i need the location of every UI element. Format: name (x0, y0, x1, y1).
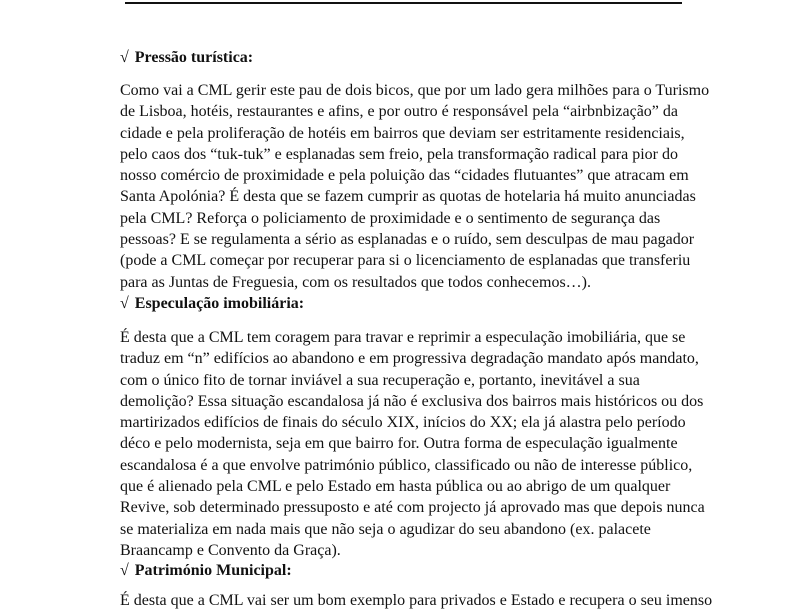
paragraph-line: traduz em “n” edifícios ao abandono e em progressiva degradação mandato após mandato, (120, 350, 699, 368)
check-icon: √ (120, 295, 129, 312)
section-paragraph-especulacao-imobiliaria (120, 327, 705, 561)
paragraph-line: se materializa em nada mais que não seja o agudizar do seu abandono (ex. palacete (120, 520, 651, 538)
section-title: Pressão turística: (134, 49, 254, 66)
paragraph-line: escandalosa é a que envolve património público, classificado ou não de interesse público, (120, 456, 693, 474)
paragraph-line: que é alienado pela CML e pelo Estado em hasta pública ou ao abrigo de um qualquer (120, 478, 671, 496)
paragraph-line: nosso comércio de proximidade e pela poluição das “cidades flutuantes” que atracam em (120, 167, 689, 185)
paragraph-line: pessoas? E se regulamenta a sério as esplanadas e o ruído, sem desculpas de mau pagador (120, 231, 695, 249)
paragraph-line: É desta que a CML vai ser um bom exemplo para privados e Estado e recupera o seu imenso (120, 592, 713, 609)
section-paragraph-pressao-turistica (120, 80, 710, 293)
paragraph-line: É desta que a CML tem coragem para travar e reprimir a especulação imobiliária, que se (120, 329, 686, 346)
paragraph-line: Revive, sob determinado pressuposto e até com projecto já aprovado mas que depois nunca (120, 499, 705, 517)
paragraph-line: pela CML? Reforça o policiamento de proximidade e o sentimento de segurança das (120, 209, 661, 227)
paragraph-line: déco e pelo modernista, seja em que bairro for. Outra forma de especulação igualmente (120, 435, 678, 453)
paragraph-line: Como vai a CML gerir este pau de dois bicos, que por um lado gera milhões para o Turismo (120, 82, 710, 99)
paragraph-line: de Lisboa, hotéis, restaurantes e afins, e por outro é responsável pela “airbnbização” da (120, 103, 678, 121)
paragraph-line: Santa Apolónia? É desta que se fazem cumprir as quotas de hotelaria há muito anunciadas (120, 188, 696, 206)
top-rule (125, 2, 682, 4)
section-heading-pressao-turistica (120, 48, 253, 68)
section-paragraph-patrimonio-municipal (120, 590, 713, 611)
paragraph-line: demolição? Essa situação escandalosa já não é exclusiva dos bairros mais históricos ou dos (120, 392, 704, 410)
paragraph-line: para as Juntas de Freguesia, com os resultados que todos conhecemos…). (120, 273, 591, 291)
paragraph-line: pelo caos dos “tuk-tuk” e esplanadas sem freio, pela transformação radical para pior do (120, 145, 678, 163)
paragraph-line: cidade e pela proliferação de hotéis em bairros que deviam ser estritamente residenciais, (120, 124, 685, 142)
check-icon: √ (120, 49, 129, 66)
paragraph-line: Braancamp e Convento da Graça). (120, 541, 341, 559)
paragraph-line: martirizados edifícios de finais do século XIX, inícios do XX; ela já alastra pelo período (120, 414, 686, 432)
check-icon: √ (120, 562, 129, 579)
paragraph-line: (pode a CML começar por recuperar para si o licenciamento de esplanadas que transferiu (120, 252, 691, 270)
section-heading-patrimonio-municipal (120, 561, 292, 581)
section-title: Especulação imobiliária: (134, 295, 305, 312)
paragraph-line: com o único fito de tornar inviável a sua recuperação e, portanto, inevitável a sua (120, 371, 640, 389)
section-heading-especulacao-imobiliaria (120, 294, 304, 314)
section-title: Património Municipal: (134, 562, 292, 579)
